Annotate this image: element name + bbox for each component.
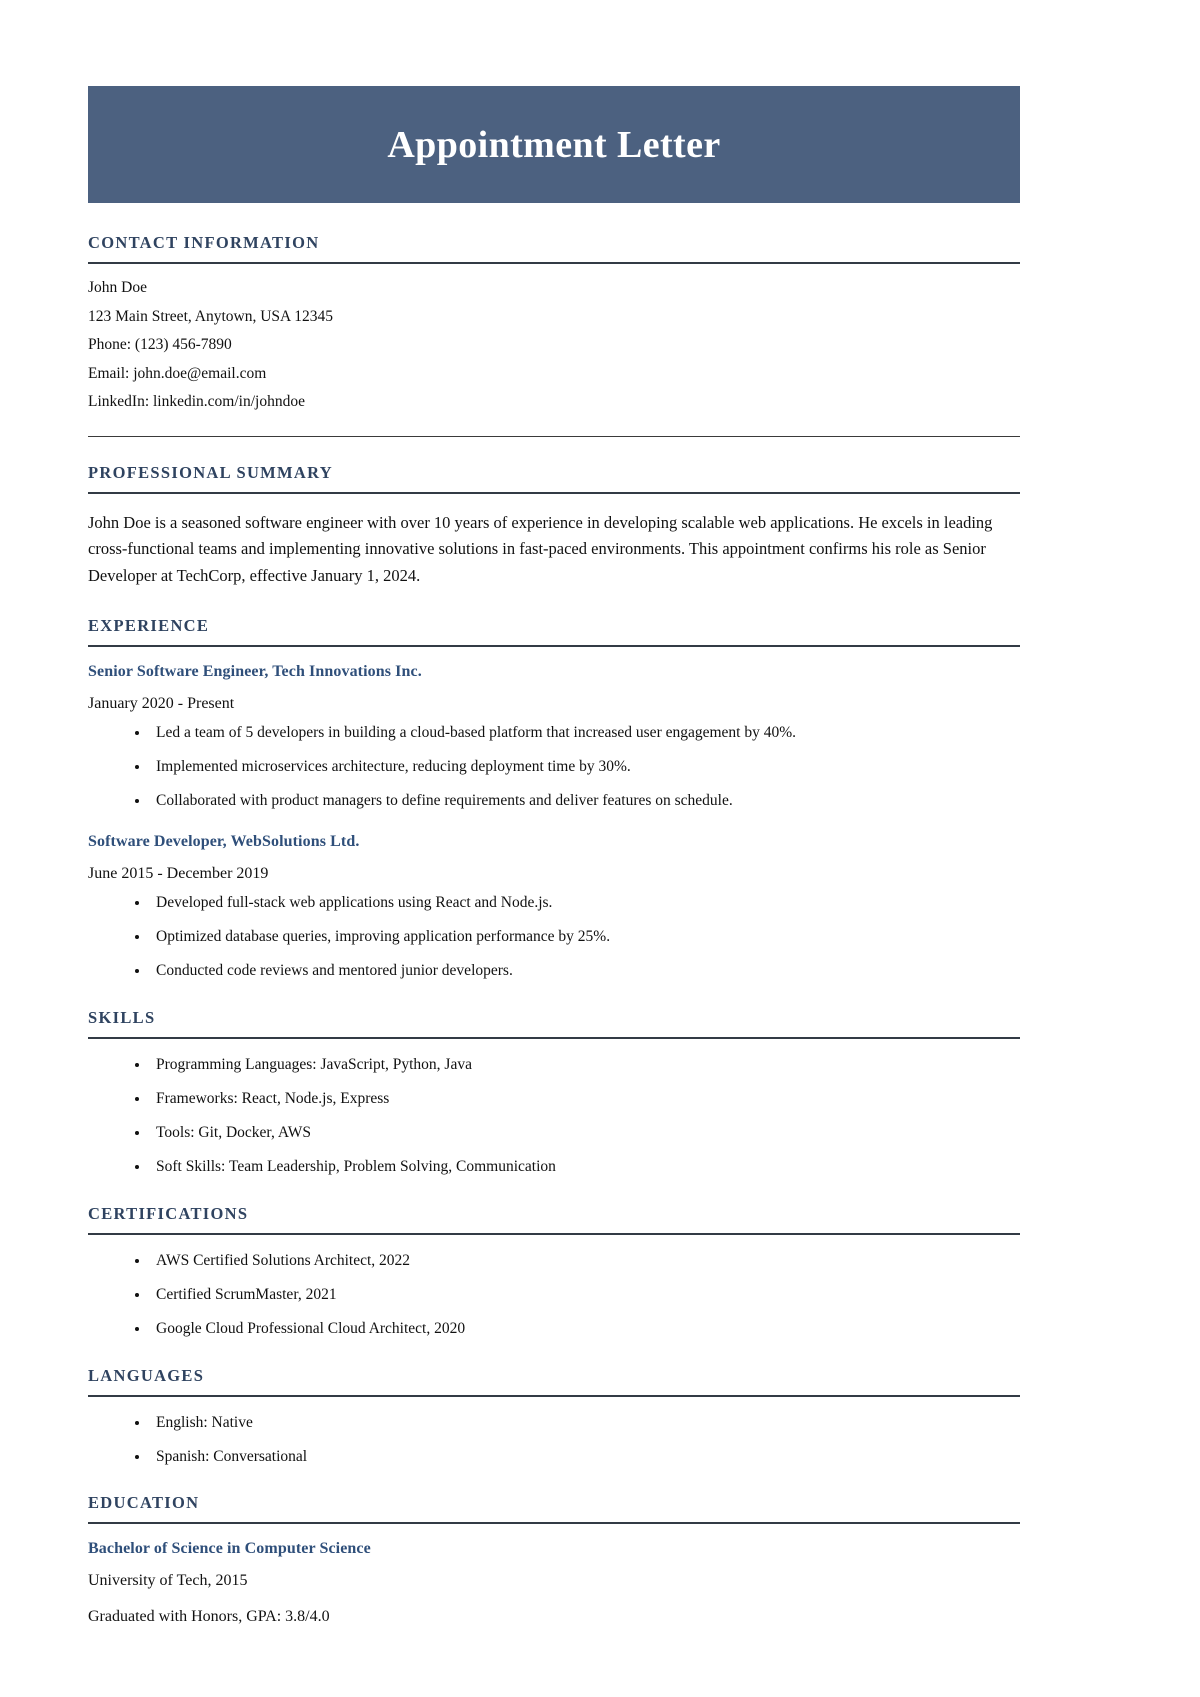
contact-name: John Doe xyxy=(88,279,147,296)
list-item: • Implemented microservices architecture, reducing deployment time by 30%. xyxy=(150,757,1020,778)
section-heading-experience: EXPERIENCE xyxy=(88,616,1020,647)
list-item: • Developed full-stack web applications using React and Node.js. xyxy=(150,893,1020,914)
contact-email: Email: john.doe@email.com xyxy=(88,364,267,382)
education-entry xyxy=(88,1540,1020,1626)
section-heading-languages: LANGUAGES xyxy=(88,1366,1020,1397)
education-institution: University of Tech, 2015 xyxy=(88,1572,248,1590)
list-item: • Spanish: Conversational xyxy=(150,1447,1020,1468)
experience-bullet-list xyxy=(88,893,1020,982)
experience-dates: January 2020 - Present xyxy=(88,694,235,712)
contact-phone: Phone: (123) 456-7890 xyxy=(88,336,232,353)
section-education xyxy=(88,1493,1020,1626)
document-title-banner xyxy=(88,86,1020,203)
list-item: • Collaborated with product managers to define requirements and deliver features on schedule. xyxy=(150,791,1020,812)
section-certifications xyxy=(88,1204,1020,1340)
list-item: • Certified ScrumMaster, 2021 xyxy=(150,1285,1020,1306)
contact-linkedin: LinkedIn: linkedin.com/in/johndoe xyxy=(88,393,305,410)
experience-job-title: Software Developer, WebSolutions Ltd. xyxy=(88,833,360,851)
experience-bullet-list xyxy=(88,723,1020,812)
section-heading-contact: CONTACT INFORMATION xyxy=(88,233,1020,264)
certifications-list xyxy=(88,1251,1020,1340)
list-item: • English: Native xyxy=(150,1413,1020,1434)
section-professional-summary xyxy=(88,463,1020,590)
experience-entry xyxy=(88,833,1020,982)
section-divider xyxy=(88,436,1020,437)
education-degree: Bachelor of Science in Computer Science xyxy=(88,1540,371,1558)
contact-details xyxy=(88,280,1020,410)
list-item: • Frameworks: React, Node.js, Express xyxy=(150,1089,1020,1110)
section-languages xyxy=(88,1366,1020,1468)
experience-entry xyxy=(88,663,1020,812)
list-item: • AWS Certified Solutions Architect, 2022 xyxy=(150,1251,1020,1272)
list-item: • Programming Languages: JavaScript, Python, Java xyxy=(150,1055,1020,1076)
list-item: • Tools: Git, Docker, AWS xyxy=(150,1123,1020,1144)
list-item: • Soft Skills: Team Leadership, Problem Solving, Communication xyxy=(150,1157,1020,1178)
education-honors: Graduated with Honors, GPA: 3.8/4.0 xyxy=(88,1608,330,1626)
section-contact-information xyxy=(88,233,1020,410)
professional-summary-text: John Doe is a seasoned software engineer with over 10 years of experience in developing scalable web applications. He excels in leading cross-functional teams and implementing innovative solutions in fast-paced environments. This appointment confirms his role as Senior Developer at TechCorp, effective January 1, 2024. xyxy=(88,512,993,585)
experience-job-title: Senior Software Engineer, Tech Innovations Inc. xyxy=(88,662,422,680)
section-heading-education: EDUCATION xyxy=(88,1493,1020,1524)
list-item: • Google Cloud Professional Cloud Architect, 2020 xyxy=(150,1319,1020,1340)
section-heading-skills: SKILLS xyxy=(88,1008,1020,1039)
page-title: Appointment Letter xyxy=(387,123,721,166)
section-heading-summary: PROFESSIONAL SUMMARY xyxy=(88,463,1020,494)
list-item: • Conducted code reviews and mentored junior developers. xyxy=(150,961,1020,982)
experience-dates: June 2015 - December 2019 xyxy=(88,865,269,883)
section-heading-certifications: CERTIFICATIONS xyxy=(88,1204,1020,1235)
list-item: • Led a team of 5 developers in building a cloud-based platform that increased user engagement by 40%. xyxy=(150,723,1020,744)
languages-list xyxy=(88,1413,1020,1468)
contact-address: 123 Main Street, Anytown, USA 12345 xyxy=(88,307,333,325)
list-item: • Optimized database queries, improving application performance by 25%. xyxy=(150,927,1020,948)
section-experience xyxy=(88,616,1020,983)
skills-list xyxy=(88,1055,1020,1178)
section-skills xyxy=(88,1008,1020,1178)
